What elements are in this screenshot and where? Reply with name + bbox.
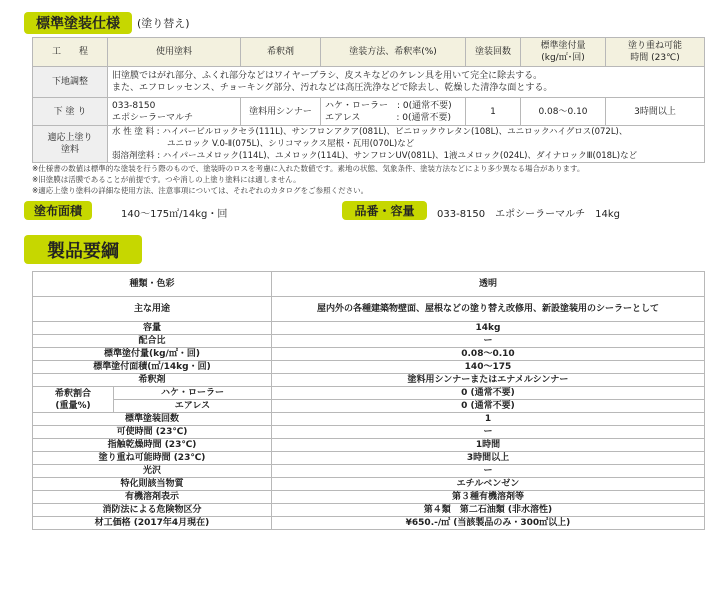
table-row [33,491,705,504]
table-row [33,400,705,413]
note: ※仕様書の数値は標準的な塗装を行う際のもので、塗装時のロスを考慮に入れた数値です。素地の状態、気象条件、塗装方法などにより多少異なる場合があります。 [32,164,585,173]
section-subtitle: (塗り替え) [137,17,190,30]
table-row [33,517,705,530]
dilution-label-l2: (重量%) [55,400,91,411]
method-line: ハケ・ローラー : 0(通常不要) [325,100,452,111]
row-value: 透明 [271,272,704,297]
header-interval-l1: 塗り重ね可能 [627,41,682,51]
dilution-sub: ハケ・ローラー [114,387,272,400]
header-interval [606,38,705,67]
header-thinner: 希釈剤 [241,38,321,67]
header-amount-l1: 標準塗付量 [540,41,586,51]
header-interval-l2: 時間 (23℃) [630,53,680,63]
row-value: 0 (通常不要) [271,387,704,400]
note: ※旧塗膜は活膜であることが前提です。つや消しの上塗り塗料には適しません。 [32,175,301,184]
header-amount-l2: (kg/㎡･回) [541,53,585,63]
dilution-label-l1: 希釈割合 [54,388,91,399]
table-row [33,439,705,452]
row-label: 下 塗 り [33,98,108,126]
paint-name: エポシーラーマルチ [112,112,194,123]
row-key: 標準塗付量(kg/㎡・回) [33,348,272,361]
header-coats: 塗装回数 [466,38,521,67]
prep-text [108,67,705,98]
row-value: 14kg [271,322,704,335]
row-key: 塗り重ね可能時間 (23℃) [33,452,272,465]
row-key: 特化則該当物質 [33,478,272,491]
table-row [33,98,705,126]
row-key: 材工価格 (2017年4月現在) [33,517,272,530]
row-key: 標準塗装回数 [33,413,272,426]
row-value: 3時間以上 [271,452,704,465]
section-title-product-summary: 製品要綱 [24,235,142,264]
row-value: ー [271,426,704,439]
coats-cell: 1 [466,98,521,126]
row-value: 140〜175 [271,361,704,374]
topcoat-line: 弱溶剤塗料 : ハイパーユメロック(114L)、ユメロック(114L)、サンフロンUV(081L)、1液ユメロック(024L)、ダイナロックⅢ(018L)など [112,151,638,161]
table-row [33,67,705,98]
spec-table [32,37,705,163]
row-key: 光沢 [33,465,272,478]
row-key: 消防法による危険物区分 [33,504,272,517]
table-row [33,465,705,478]
prep-line: また、エフロレッセンス、チョーキング部分、汚れなどは高圧洗浄などで除去し、乾燥した清浄な面とする。 [112,83,553,93]
table-row [33,478,705,491]
product-label: 品番・容量 [342,201,427,220]
table-row [33,426,705,439]
method-cell [321,98,466,126]
paint-cell [108,98,241,126]
header-paint: 使用塗料 [108,38,241,67]
row-key: 有機溶剤表示 [33,491,272,504]
table-row [33,322,705,335]
table-row [33,272,705,297]
table-row [33,413,705,426]
coverage-value: 140〜175㎡/14kg・回 [121,209,228,220]
row-key: 配合比 [33,335,272,348]
row-label-l1: 適応上塗り [47,133,93,143]
coverage-label: 塗布面積 [24,201,92,220]
amount-cell: 0.08〜0.10 [521,98,606,126]
row-value: エチルベンゼン [271,478,704,491]
row-key: 指触乾燥時間 (23℃) [33,439,272,452]
topcoat-line: ユニロック V.0-Ⅱ(075L)、シリコマックス屋根・瓦用(070L)など [167,139,415,149]
summary-table [32,271,705,530]
thinner-cell: 塗料用シンナー [241,98,321,126]
header-amount [521,38,606,67]
header-process: 工 程 [33,38,108,67]
table-row [33,374,705,387]
table-row [33,504,705,517]
row-value: ー [271,335,704,348]
row-label [33,126,108,163]
row-label-l2: 塗料 [60,145,79,155]
row-key: 種類・色彩 [33,272,272,297]
table-row [33,361,705,374]
row-key: 可使時間 (23℃) [33,426,272,439]
table-row [33,348,705,361]
row-value: 1 [271,413,704,426]
row-key: 希釈剤 [33,374,272,387]
row-value: 0 (通常不要) [271,400,704,413]
product-value: 033-8150 エポシーラーマルチ 14kg [437,209,621,220]
row-value: ¥650.-/㎡ (当該製品のみ・300㎡以上) [271,517,704,530]
row-key: 主な用途 [33,297,272,322]
table-row [33,126,705,163]
header-method: 塗装方法、希釈率(%) [321,38,466,67]
row-value: 塗料用シンナーまたはエナメルシンナー [271,374,704,387]
method-line: エアレス : 0(通常不要) [325,112,452,123]
row-value: 1時間 [271,439,704,452]
row-key: 容量 [33,322,272,335]
row-value: 第４類 第二石油類 (非水溶性) [271,504,704,517]
dilution-sub: エアレス [114,400,272,413]
paint-code: 033-8150 [112,100,156,111]
row-label: 下地調整 [33,67,108,98]
row-value: 0.08〜0.10 [271,348,704,361]
dilution-label [33,387,114,413]
interval-cell: 3時間以上 [606,98,705,126]
table-header-row [33,38,705,67]
table-row [33,297,705,322]
table-row [33,335,705,348]
section-title-standard-spec: 標準塗装仕様 [24,12,132,34]
prep-line: 旧塗膜ではがれ部分、ふくれ部分などはワイヤーブラシ、皮スキなどのケレン具を用いて完全に除去する。 [112,71,543,81]
row-key: 標準塗付面積(㎡/14kg・回) [33,361,272,374]
table-row [33,452,705,465]
topcoat-line: 水 性 塗 料 : ハイパービルロックセラ(111L)、サンフロンアクア(081L)、ビニロックウレタン(108L)、ユニロックハイグロス(072L)、 [112,127,628,137]
row-value: 屋内外の各種建築物壁面、屋根などの塗り替え改修用、新設塗装用のシーラーとして [271,297,704,322]
note: ※適応上塗り塗料の詳細な使用方法、注意事項については、それぞれのカタログをご参照ください。 [32,186,369,195]
row-value: ー [271,465,704,478]
row-value: 第３種有機溶剤等 [271,491,704,504]
topcoat-text [108,126,705,163]
table-row [33,387,705,400]
